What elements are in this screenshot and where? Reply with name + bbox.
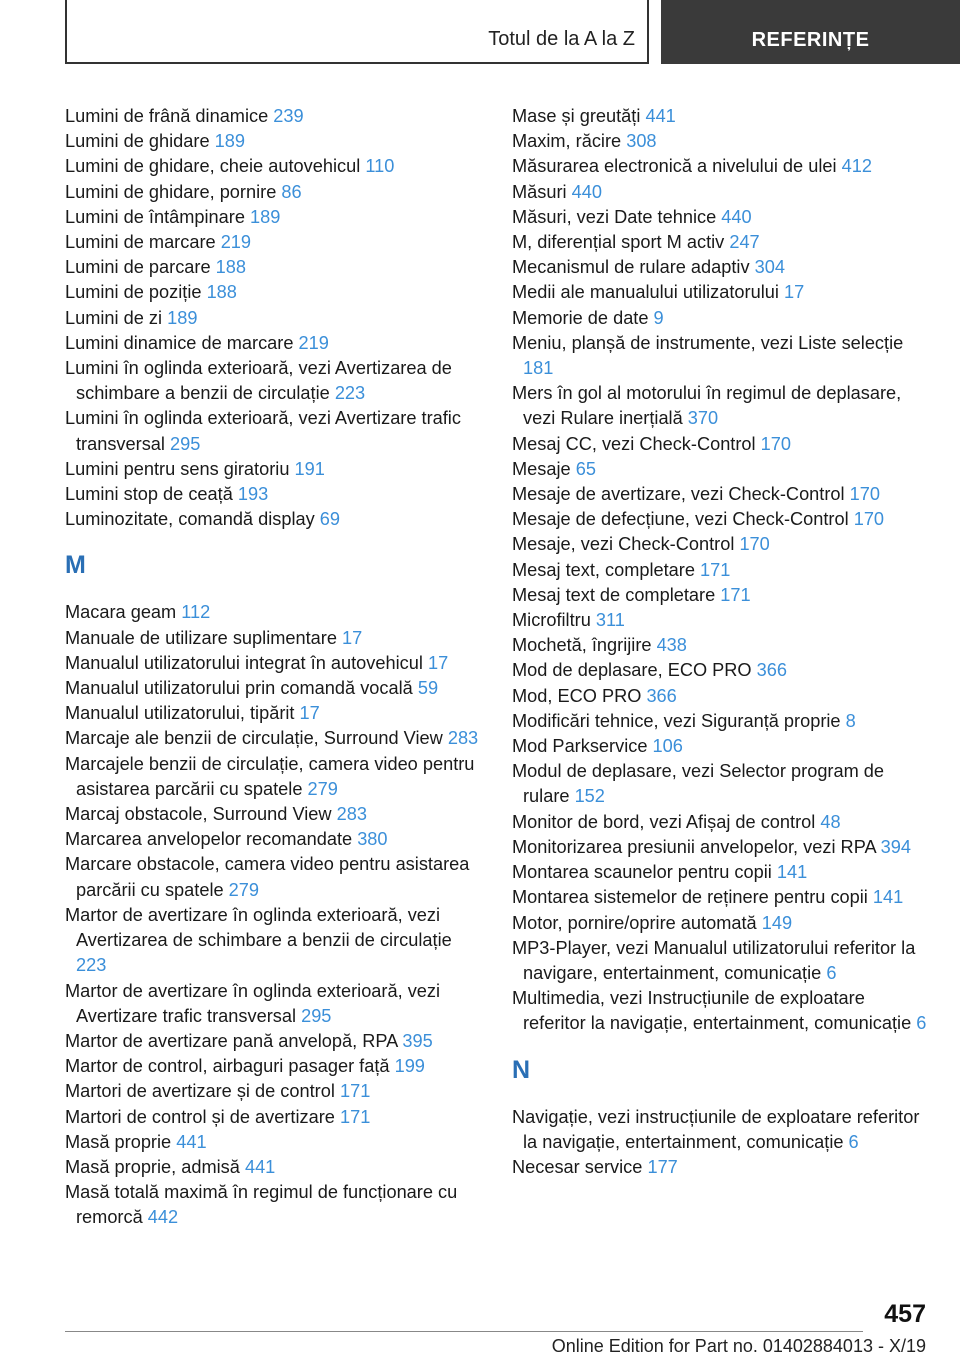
index-page-link[interactable]: 191 <box>294 458 325 479</box>
index-entry <box>512 180 930 205</box>
index-entry-text: Mesaje de defecțiune, vezi Check-Control <box>512 509 849 530</box>
index-page-link[interactable]: 141 <box>776 862 808 883</box>
index-entry-text: Manualul utilizatorului, tipărit <box>65 703 295 724</box>
index-entry <box>512 558 930 583</box>
index-entry <box>512 583 930 608</box>
index-entry <box>65 852 480 902</box>
index-entry <box>65 457 480 482</box>
index-entry <box>65 406 480 456</box>
index-entry-text: Măsurarea electronică a nivelului de ulei <box>512 156 837 177</box>
index-entry-text: Lumini în oglinda exterioară, vezi Avertizare trafic transversal <box>65 408 461 454</box>
index-entry <box>65 600 480 625</box>
index-entry-text: Lumini dinamice de marcare <box>65 332 294 353</box>
index-page-link[interactable]: 193 <box>237 484 269 505</box>
index-entry <box>65 331 480 356</box>
index-letter-heading: M <box>65 551 86 580</box>
index-entry-text: Mesaj CC, vezi Check-Control <box>512 433 756 454</box>
index-entry <box>512 104 930 129</box>
index-entry-text: Mod de deplasare, ECO PRO <box>512 660 752 681</box>
index-entry <box>65 1029 480 1054</box>
index-entry-text: Mesaj text, completare <box>512 559 695 580</box>
page-number: 457 <box>884 1300 926 1328</box>
index-page-link[interactable]: 110 <box>365 156 395 177</box>
index-page-link[interactable]: 295 <box>170 433 201 454</box>
index-entry-text: Lumini de zi <box>65 307 163 328</box>
index-page-link[interactable]: 311 <box>595 610 625 631</box>
index-entry <box>512 734 930 759</box>
index-page-link[interactable]: 395 <box>402 1030 433 1051</box>
index-entry <box>512 230 930 255</box>
index-page-link[interactable]: 412 <box>841 156 872 177</box>
index-entry-text: Microfiltru <box>512 610 591 631</box>
index-page-link[interactable]: 366 <box>756 660 788 681</box>
index-entry <box>65 626 480 651</box>
index-entry <box>512 658 930 683</box>
index-entry <box>512 709 930 734</box>
index-entry <box>512 810 930 835</box>
index-entry-text: Lumini pentru sens giratoriu <box>65 458 290 479</box>
index-entry-text: Memorie de date <box>512 307 649 328</box>
index-entry <box>65 154 480 179</box>
index-entry-text: Luminozitate, comandă display <box>65 509 315 530</box>
index-page-link[interactable]: 171 <box>339 1106 371 1127</box>
index-entry-text: Martori de control și de avertizare <box>65 1106 335 1127</box>
index-page-link[interactable]: 308 <box>626 131 657 152</box>
index-entry-text: Lumini de ghidare, cheie autovehicul <box>65 156 361 177</box>
index-entry <box>65 104 480 129</box>
index-entry-text: Manuale de utilizare suplimentare <box>65 627 337 648</box>
index-page-link[interactable]: 17 <box>427 652 449 673</box>
index-entry-text: Mod, ECO PRO <box>512 685 642 706</box>
footer-edition-text: Online Edition for Part no. 01402884013 - X/19 <box>551 1336 926 1356</box>
index-page-link[interactable]: 177 <box>647 1156 678 1177</box>
index-page-link[interactable]: 6 <box>848 1131 859 1152</box>
index-entry <box>65 903 480 979</box>
index-page-link[interactable]: 189 <box>167 307 198 328</box>
index-entry-text: Marcaj obstacole, Surround View <box>65 804 332 825</box>
index-page-link[interactable]: 17 <box>299 703 320 724</box>
index-page-link[interactable]: 170 <box>853 509 885 530</box>
index-entry-text: Mecanismul de rulare adaptiv <box>512 257 750 278</box>
index-page-link[interactable]: 48 <box>820 811 841 832</box>
index-entry <box>65 180 480 205</box>
index-page-link[interactable]: 106 <box>652 736 683 757</box>
index-entry <box>512 860 930 885</box>
index-page-link[interactable]: 189 <box>250 206 281 227</box>
index-entry-text: Marcarea anvelopelor recomandate <box>65 829 353 850</box>
index-entry <box>65 1079 480 1104</box>
index-entry <box>65 306 480 331</box>
index-entry <box>512 306 930 331</box>
index-entry-text: Montarea sistemelor de reținere pentru copii <box>512 887 868 908</box>
index-entry-text: Măsuri, vezi Date tehnice <box>512 206 717 227</box>
index-page-link[interactable]: 223 <box>76 955 107 976</box>
index-page-link[interactable]: 112 <box>181 602 211 623</box>
chapter-tab-label: REFERINȚE <box>751 29 870 51</box>
index-entry-text: Modul de deplasare, vezi Selector program de rulare <box>512 761 885 807</box>
index-entry-text: Mod Parkservice <box>512 736 648 757</box>
index-entry <box>65 1054 480 1079</box>
index-entry-text: Masă totală maximă în regimul de funcționare cu remorcă <box>65 1182 458 1228</box>
index-entry-text: Lumini de parcare <box>65 257 211 278</box>
index-entry-text: Marcaje ale benzii de circulație, Surround View <box>65 728 443 749</box>
index-page-link[interactable]: 394 <box>880 836 912 857</box>
index-entry-text: Lumini de poziție <box>65 282 202 303</box>
index-page-link[interactable]: 181 <box>523 358 554 379</box>
index-page-link[interactable]: 171 <box>700 559 731 580</box>
index-page-link[interactable]: 441 <box>176 1131 207 1152</box>
index-entry-text: Lumini în oglinda exterioară, vezi Avertizarea de schimbare a benzii de circulație <box>65 358 452 404</box>
index-entry <box>512 911 930 936</box>
index-entry <box>65 1105 480 1130</box>
index-entry <box>65 280 480 305</box>
index-letter-heading: N <box>512 1055 531 1084</box>
index-entry <box>512 633 930 658</box>
index-page-link[interactable]: 283 <box>447 728 479 749</box>
index-page-link[interactable]: 380 <box>357 829 388 850</box>
index-entry-text: Manualul utilizatorului prin comandă vocală <box>65 678 413 699</box>
index-entry <box>512 608 930 633</box>
index-page-link[interactable]: 141 <box>872 887 904 908</box>
index-page-link[interactable]: 370 <box>687 408 719 429</box>
index-entry-text: Mesaje <box>512 458 571 479</box>
header-section-box <box>65 0 649 64</box>
index-page-link[interactable]: 86 <box>281 181 302 202</box>
index-entry-text: Mochetă, îngrijire <box>512 635 652 656</box>
index-entry <box>65 676 480 701</box>
index-entry <box>512 129 930 154</box>
index-page-link[interactable]: 8 <box>845 710 856 731</box>
index-page-link[interactable]: 279 <box>307 778 338 799</box>
index-entry-text: Medii ale manualului utilizatorului <box>512 282 779 303</box>
index-entry <box>512 885 930 910</box>
index-entry-text: MP3-Player, vezi Manualul utilizatorului referitor la navigare, entertainment, comunicație <box>512 937 916 983</box>
index-entry-text: Lumini de marcare <box>65 232 216 253</box>
index-entry-text: Martori de avertizare și de control <box>65 1081 335 1102</box>
footer-divider <box>65 1331 863 1332</box>
index-page-link[interactable]: 441 <box>244 1156 276 1177</box>
index-entry <box>512 482 930 507</box>
index-entry-text: Mesaj text de completare <box>512 584 716 605</box>
index-page-link[interactable]: 279 <box>228 879 260 900</box>
index-entry-text: Macara geam <box>65 602 177 623</box>
index-entry-text: Martor de avertizare pană anvelopă, RPA <box>65 1030 398 1051</box>
index-page-link[interactable]: 149 <box>761 912 793 933</box>
index-entry <box>65 651 480 676</box>
index-entry-text: Lumini stop de ceață <box>65 484 233 505</box>
index-entry <box>512 154 930 179</box>
index-entry-text: Martor de control, airbaguri pasager față <box>65 1056 390 1077</box>
index-page-link[interactable]: 188 <box>215 257 247 278</box>
index-page-link[interactable]: 6 <box>826 962 837 983</box>
index-page-link[interactable]: 295 <box>301 1005 332 1026</box>
index-entry <box>512 432 930 457</box>
index-entry <box>512 1155 930 1180</box>
index-page-link[interactable]: 219 <box>220 232 252 253</box>
index-entry <box>65 752 480 802</box>
index-page-link[interactable]: 6 <box>916 1013 927 1034</box>
index-page-link[interactable]: 152 <box>574 786 605 807</box>
index-entry <box>65 255 480 280</box>
index-entry-text: Motor, pornire/oprire automată <box>512 912 757 933</box>
index-entry-text: Mers în gol al motorului în regimul de deplasare, vezi Rulare inerțială <box>512 383 902 429</box>
index-page-link[interactable]: 59 <box>417 678 439 699</box>
index-page-link[interactable]: 171 <box>720 584 751 605</box>
index-entry <box>65 979 480 1029</box>
index-page-link[interactable]: 239 <box>273 106 304 126</box>
index-entry <box>512 331 930 381</box>
index-entry-text: Marcajele benzii de circulație, camera video pentru asistarea parcării cu spatele <box>65 753 475 799</box>
index-entry <box>512 1105 930 1155</box>
index-entry-text: Navigație, vezi instrucțiunile de exploatare referitor la navigație, entertainment, comunicație <box>512 1106 920 1152</box>
index-entry <box>512 457 930 482</box>
index-entry-text: Mase și greutăți <box>512 106 641 126</box>
index-entry-text: Martor de avertizare în oglinda exterioară, vezi Avertizare trafic transversal <box>65 980 441 1026</box>
index-entry <box>512 684 930 709</box>
index-entry <box>512 986 930 1036</box>
index-entry-text: Monitorizarea presiunii anvelopelor, vezi RPA <box>512 836 876 857</box>
index-entry <box>512 532 930 557</box>
index-entry-text: Modificări tehnice, vezi Siguranță proprie <box>512 710 841 731</box>
index-entry-text: Lumini de ghidare, pornire <box>65 181 277 202</box>
index-page-link[interactable]: 366 <box>646 685 677 706</box>
index-page-link[interactable]: 304 <box>754 257 785 278</box>
chapter-tab[interactable] <box>661 0 960 64</box>
index-page-link[interactable]: 223 <box>334 383 366 404</box>
index-entry-text: Mesaje, vezi Check-Control <box>512 534 735 555</box>
index-page-link[interactable]: 17 <box>783 282 805 303</box>
index-page-link[interactable]: 441 <box>645 106 676 126</box>
index-entry-text: Meniu, planșă de instrumente, vezi Liste selecție <box>512 332 904 353</box>
index-page-link[interactable]: 199 <box>394 1056 425 1077</box>
index-entry <box>512 759 930 809</box>
index-page-link[interactable]: 171 <box>339 1081 371 1102</box>
index-entry <box>65 205 480 230</box>
index-entry-text: Mesaje de avertizare, vezi Check-Control <box>512 484 845 505</box>
index-entry <box>65 356 480 406</box>
section-title: Totul de la A la Z <box>488 28 635 50</box>
index-entry <box>65 482 480 507</box>
index-entry-text: Măsuri <box>512 181 567 202</box>
index-entry <box>65 1155 480 1180</box>
index-entry <box>512 936 930 986</box>
index-page-link[interactable]: 219 <box>298 332 329 353</box>
index-entry <box>512 205 930 230</box>
index-entry <box>512 381 930 431</box>
index-page-link[interactable]: 65 <box>575 458 596 479</box>
index-page-link[interactable]: 440 <box>721 206 752 227</box>
index-entry-text: Marcare obstacole, camera video pentru asistarea parcării cu spatele <box>65 854 470 900</box>
index-entry <box>65 827 480 852</box>
index-page-link[interactable]: 189 <box>214 131 246 152</box>
index-entry-text: Maxim, răcire <box>512 131 622 152</box>
index-entry-text: Lumini de ghidare <box>65 131 210 152</box>
index-page-link[interactable]: 69 <box>319 509 341 530</box>
index-entry <box>65 802 480 827</box>
index-page-link[interactable]: 442 <box>147 1207 179 1228</box>
index-page-link[interactable]: 170 <box>739 534 770 555</box>
index-entry <box>65 726 480 751</box>
index-page-link[interactable]: 188 <box>206 282 237 303</box>
index-entry <box>512 507 930 532</box>
index-entry <box>65 129 480 154</box>
index-entry-text: Masă proprie <box>65 1131 172 1152</box>
index-page-link[interactable]: 170 <box>760 433 791 454</box>
index-page-link[interactable]: 440 <box>571 181 602 202</box>
index-entry-text: Necesar service <box>512 1156 643 1177</box>
index-entry-text: Multimedia, vezi Instrucțiunile de exploatare referitor la navigație, entertainment, comunicație <box>512 988 912 1034</box>
index-entry <box>512 255 930 280</box>
index-entry-text: Monitor de bord, vezi Afișaj de control <box>512 811 816 832</box>
index-entry <box>65 230 480 255</box>
index-page-link[interactable]: 247 <box>729 232 760 253</box>
index-page-link[interactable]: 170 <box>849 484 880 505</box>
index-page-link[interactable]: 438 <box>656 635 687 656</box>
index-entry-text: Martor de avertizare în oglinda exterioară, vezi Avertizarea de schimbare a benzii de circulație <box>65 904 452 951</box>
index-page-link[interactable]: 9 <box>653 307 664 328</box>
index-entry <box>65 701 480 726</box>
index-entry-text: Lumini de frână dinamice <box>65 106 269 126</box>
index-entry-text: Masă proprie, admisă <box>65 1156 240 1177</box>
index-entry-text: Montarea scaunelor pentru copii <box>512 862 772 883</box>
index-entry-text: Manualul utilizatorului integrat în autovehicul <box>65 652 423 673</box>
index-entry <box>65 1180 480 1230</box>
index-entry <box>512 835 930 860</box>
index-entry <box>512 280 930 305</box>
index-page-link[interactable]: 283 <box>336 804 367 825</box>
index-entry <box>65 507 480 532</box>
index-entry <box>65 1130 480 1155</box>
index-entry-text: M, diferențial sport M activ <box>512 232 725 253</box>
index-column-left <box>65 104 480 1231</box>
index-page-link[interactable]: 17 <box>342 627 363 648</box>
index-entry-text: Lumini de întâmpinare <box>65 206 245 227</box>
index-column-right <box>512 104 930 1180</box>
